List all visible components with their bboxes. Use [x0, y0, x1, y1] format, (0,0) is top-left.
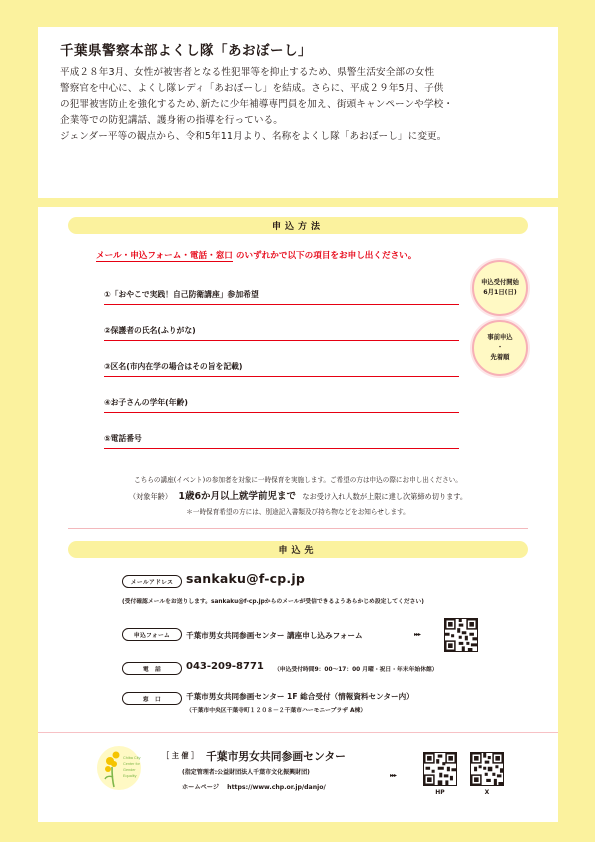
flower-logo-icon — [96, 745, 142, 791]
organizer-sub: (指定管理者:公益財団法人千葉市文化振興財団) — [182, 769, 310, 776]
center-logo — [96, 745, 142, 791]
intro-line: 平成２８年3月、女性が被害者となる性犯罪等を抑止するため、県警生活安全部の女性 — [60, 67, 435, 78]
age-tail: なお受け入れ人数が上限に達し次第締め切ります。 — [302, 492, 468, 501]
x-qr-label: X — [484, 789, 490, 796]
window-text: 千葉市男女共同参画センター 1F 総合受付（情報資料センター内） — [186, 692, 414, 701]
x-qr-code[interactable] — [470, 752, 504, 786]
svg-text:Equality: Equality — [123, 774, 137, 778]
childcare-age-row — [38, 488, 558, 502]
badge-start-date — [472, 260, 528, 316]
form-label: 申込フォーム — [122, 628, 182, 641]
intro-body — [60, 65, 536, 145]
window-address: （千葉市中央区千葉寺町１２０８－２千葉市ハーモニープラザ A棟） — [186, 708, 367, 714]
contact-heading: 申込先 — [68, 541, 528, 558]
intro-line: ジェンダー平等の観点から、令和5年11月より、名称をよくし隊「あおぼーし」に変更。 — [60, 131, 447, 142]
intro-line: の犯罪被害防止を強化するため､新たに少年補導専門員を加え、街頭キャンペーンや学校・ — [60, 99, 454, 110]
hp-qr-label: HP — [435, 789, 445, 796]
apply-instruction-rest: のいずれかで以下の項目をお申し出ください。 — [232, 251, 417, 261]
childcare-note: こちらの講座(イベント)の参加者を対象に一時保育を実施します。ご希望の方は申込の際にお申し出ください。 — [134, 476, 462, 484]
qr-icon — [445, 619, 477, 651]
homepage-row — [182, 782, 326, 791]
section-divider — [68, 528, 528, 529]
intro-line: 企業等での防犯講話、護身術の指導を行っている。 — [60, 115, 283, 126]
badge-start-label: 申込受付開始 — [481, 279, 519, 286]
svg-text:Gender: Gender — [123, 768, 136, 772]
hp-label: ホームページ — [182, 784, 220, 791]
apply-item-3: ③区名(市内在学の場合はその旨を記載) — [104, 353, 459, 377]
tel-number[interactable]: 043-209-8771 — [186, 661, 264, 672]
hp-qr-code[interactable] — [423, 752, 457, 786]
apply-item-2: ②保護者の氏名(ふりがな) — [104, 317, 459, 341]
badge-start-value: 6月1日(日) — [483, 289, 517, 296]
form-qr-code[interactable] — [444, 618, 478, 652]
childcare-note2: ＊一時保育希望の方には、別途記入書類及び持ち物などをお知らせします。 — [186, 508, 410, 516]
badge-first-line1: 事前申込 — [487, 334, 513, 341]
tel-hours: （申込受付時間9：00～17：00 月曜・祝日・年末年始休館） — [274, 667, 438, 673]
apply-instruction — [96, 249, 416, 261]
host-label: ［ 主 催 ］ — [162, 751, 199, 760]
email-label: メールアドレス — [122, 575, 182, 588]
svg-text:Center for: Center for — [123, 762, 140, 766]
footer-divider — [38, 732, 558, 733]
svg-text:Chiba City: Chiba City — [123, 756, 141, 760]
apply-item-1: ①「おやこで実践！自己防衛講座」参加希望 — [104, 281, 459, 305]
intro-line: 警察官を中心に、よくし隊レディ「あおぼーし」を結成。さらに、平成２９年5月、子供 — [60, 83, 444, 94]
badge-first-line2: ・ — [496, 344, 504, 351]
organizer-name: 千葉市男女共同参画センター — [206, 750, 346, 763]
badge-first-line3: 先着順 — [490, 354, 510, 361]
window-label: 窓 口 — [122, 692, 182, 705]
apply-methods: メール・申込フォーム・電話・窓口 — [96, 251, 233, 261]
form-link[interactable]: 千葉市男女共同参画センター 講座申し込みフォーム — [186, 631, 363, 640]
email-address[interactable]: sankaku@f-cp.jp — [186, 571, 305, 586]
hp-url[interactable]: https://www.chp.or.jp/danjo/ — [227, 784, 326, 791]
qr-icon — [424, 753, 456, 785]
intro-card — [38, 27, 558, 198]
age-value: 1歳6か月以上就学前児まで — [178, 491, 297, 502]
age-label: （対象年齢） — [128, 492, 173, 501]
footer-arrows: ▸▸▸ — [390, 772, 397, 779]
tel-label: 電 話 — [122, 662, 182, 675]
apply-item-4: ④お子さんの学年(年齢) — [104, 389, 459, 413]
application-card — [38, 207, 558, 822]
qr-icon — [471, 753, 503, 785]
apply-heading: 申込方法 — [68, 217, 528, 234]
badge-first-come — [472, 320, 528, 376]
form-arrows: ▸▸▸ — [414, 631, 421, 638]
intro-title: 千葉県警察本部よくし隊「あおぼーし」 — [60, 43, 312, 59]
apply-item-5: ⑤電話番号 — [104, 425, 459, 449]
email-note: (受付確認メールをお送りします。sankaku@f-cp.jpからのメールが受信できるようあらかじめ設定してください) — [122, 599, 424, 605]
